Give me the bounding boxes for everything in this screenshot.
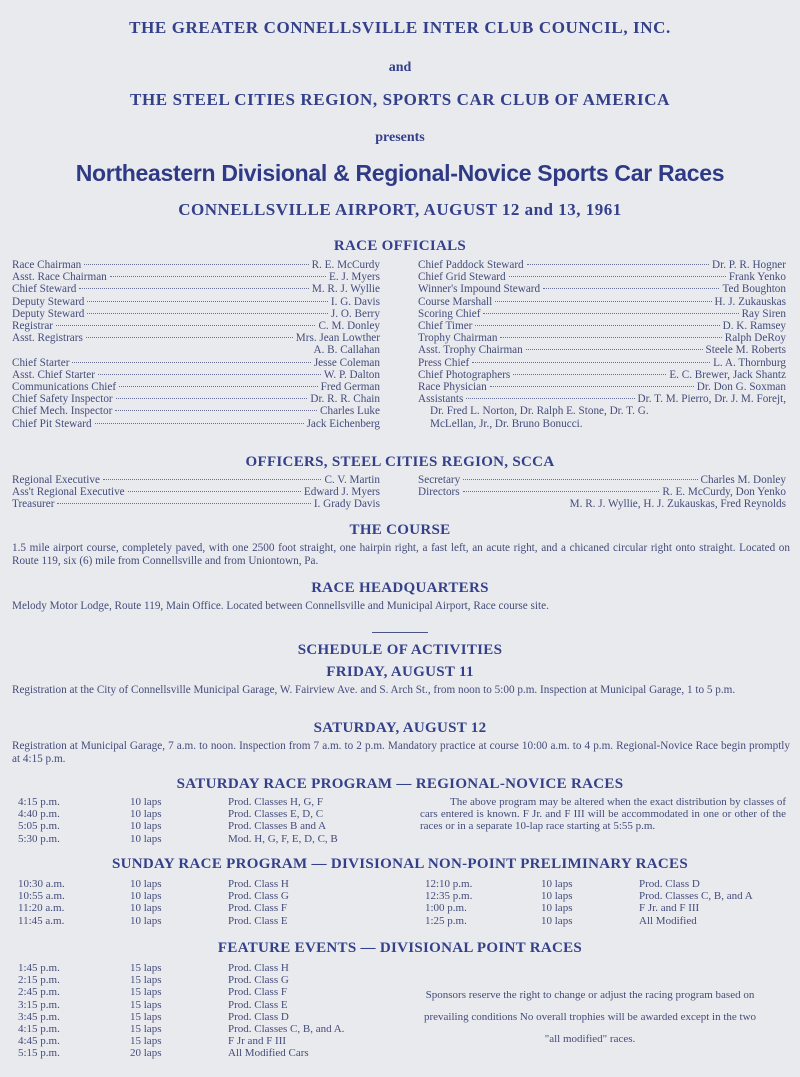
official-name: Steele M. Roberts — [705, 344, 786, 357]
officers-right-column — [418, 474, 786, 511]
leader-dots — [115, 410, 317, 411]
official-role: Chief Photographers — [418, 368, 511, 381]
official-role: Race Chairman — [12, 259, 82, 271]
race-time: 2:15 p.m. — [18, 974, 60, 987]
race-laps: 15 laps — [130, 986, 162, 999]
course-heading: THE COURSE — [349, 522, 451, 538]
officer-row — [12, 474, 380, 486]
feature-events-table — [18, 962, 418, 1060]
leader-dots — [86, 337, 293, 338]
race-time: 1:25 p.m. — [425, 914, 467, 927]
leader-dots — [463, 491, 660, 492]
official-row — [12, 320, 380, 332]
sunday-program-heading: SUNDAY RACE PROGRAM — DIVISIONAL NON-POINT PRELIMINARY RACES — [112, 856, 688, 872]
leader-dots — [95, 423, 304, 424]
official-role: Assistants — [418, 393, 464, 406]
official-name: Ted Boughton — [722, 283, 786, 296]
official-role: Course Marshall — [418, 295, 493, 308]
leader-dots — [466, 398, 634, 399]
official-role: Deputy Steward — [12, 307, 85, 320]
officer-name: R. E. McCurdy, Don Yenko — [662, 486, 786, 499]
officer-row — [12, 486, 380, 498]
official-role: Chief Grid Steward — [418, 271, 506, 284]
race-time: 12:35 p.m. — [425, 890, 473, 903]
leader-dots — [463, 479, 697, 480]
race-laps: 15 laps — [130, 974, 162, 987]
official-row — [12, 283, 380, 295]
leader-dots — [483, 313, 738, 314]
official-name: I. G. Davis — [330, 295, 380, 308]
leader-dots — [509, 276, 726, 277]
official-row — [418, 332, 786, 344]
presents-connector: presents — [375, 130, 425, 145]
official-row — [12, 296, 380, 308]
race-class: Prod. Class H — [228, 962, 289, 974]
officer-row — [418, 474, 786, 486]
race-officials-heading: RACE OFFICIALS — [333, 238, 467, 254]
race-class: F Jr. and F III — [639, 902, 700, 915]
race-laps: 10 laps — [541, 914, 573, 927]
official-name: E. C. Brewer, Jack Shantz — [669, 368, 786, 381]
friday-heading: FRIDAY, AUGUST 11 — [326, 664, 474, 680]
leader-dots — [472, 362, 710, 363]
race-class: Prod. Class H — [228, 878, 289, 890]
org2-heading: THE STEEL CITIES REGION, SPORTS CAR CLUB OF AMERICA — [130, 90, 670, 109]
official-role: Asst. Chief Starter — [12, 368, 95, 381]
official-row — [418, 393, 786, 405]
race-class: Prod. Class D — [228, 1010, 289, 1023]
official-row — [418, 308, 786, 320]
official-row — [12, 271, 380, 283]
race-laps: 15 laps — [130, 962, 162, 974]
official-role: Chief Safety Inspector — [12, 393, 113, 406]
org1-heading: THE GREATER CONNELLSVILLE INTER CLUB COUNCIL, INC. — [129, 18, 671, 37]
race-class: Mod. H, G, F, E, D, C, B — [228, 832, 338, 845]
race-class: Prod. Class E — [228, 998, 288, 1011]
official-role: Chief Steward — [12, 283, 77, 296]
official-row — [418, 381, 786, 393]
leader-dots — [475, 325, 719, 326]
official-role: Deputy Steward — [12, 295, 85, 308]
race-laps: 15 laps — [130, 1023, 162, 1036]
race-laps: 10 laps — [130, 796, 162, 808]
officer-row — [12, 498, 380, 510]
leader-dots — [526, 349, 703, 350]
race-time: 4:40 p.m. — [18, 808, 60, 821]
leader-dots — [87, 301, 328, 302]
race-class: All Modified Cars — [228, 1047, 309, 1060]
leader-dots — [490, 386, 694, 387]
official-row — [418, 283, 786, 295]
officer-role: Secretary — [418, 474, 461, 486]
official-name: Frank Yenko — [728, 271, 786, 284]
leader-dots — [527, 264, 709, 265]
saturday-program-note: The above program may be altered when the exact distribution by classes of cars entered is known. F Jr. and F III will be accommodated in one or other of the races or in a separate 10-lap race starting at 5:55 p.m. — [420, 796, 786, 833]
official-row — [418, 296, 786, 308]
assistants-continued: Dr. Fred L. Norton, Dr. Ralph E. Stone, Dr. T. G. — [430, 405, 649, 418]
event-subtitle: CONNELLSVILLE AIRPORT, AUGUST 12 and 13, 1961 — [178, 200, 622, 219]
race-time: 11:20 a.m. — [18, 902, 65, 915]
race-laps: 20 laps — [130, 1047, 162, 1060]
official-name: Ralph DeRoy — [724, 332, 786, 345]
leader-dots — [110, 276, 326, 277]
race-laps: 10 laps — [130, 808, 162, 821]
official-row — [12, 308, 380, 320]
race-laps: 15 laps — [130, 1010, 162, 1023]
race-time: 1:45 p.m. — [18, 962, 60, 974]
leader-dots — [98, 374, 321, 375]
race-class: All Modified — [639, 914, 697, 927]
official-name: H. J. Zukauskas — [714, 295, 786, 308]
official-name: A. B. Callahan — [313, 344, 380, 357]
official-row — [12, 393, 380, 405]
official-role: Scoring Chief — [418, 307, 481, 320]
friday-text: Registration at the City of Connellsville Municipal Garage, W. Fairview Ave. and S. Arch St., from noon to 5:00 p.m. Inspection at Municipal Garage, 1 to 5 p.m. — [12, 684, 736, 696]
course-text: 1.5 mile airport course, completely paved, with one 2500 foot straight, one hairpin right, a fast left, an acute right, and a chicaned circular right onto straight. Located on Route 119, six (6) mile from Connellsville and from Uniontown, Pa. — [12, 542, 790, 567]
official-name: D. K. Ramsey — [722, 320, 786, 333]
officer-name: Edward J. Myers — [303, 486, 380, 499]
race-laps: 10 laps — [130, 890, 162, 903]
official-name: Dr. Don G. Soxman — [696, 381, 786, 394]
saturday-heading: SATURDAY, AUGUST 12 — [313, 720, 487, 736]
official-role: Race Physician — [418, 381, 487, 394]
official-name: Dr. T. M. Pierro, Dr. J. M. Forejt, — [637, 393, 786, 406]
race-time: 11:45 a.m. — [18, 914, 65, 927]
saturday-program-heading: SATURDAY RACE PROGRAM — REGIONAL-NOVICE RACES — [176, 776, 624, 792]
official-row — [12, 418, 380, 430]
leader-dots — [543, 288, 719, 289]
official-row — [12, 259, 380, 271]
official-name: Ray Siren — [741, 307, 786, 320]
official-name: C. M. Donley — [318, 320, 380, 333]
race-class: Prod. Classes H, G, F — [228, 796, 324, 808]
feature-events-note: Sponsors reserve the right to change or adjust the racing program based on prevailing conditions No overall trophies will be awarded except in the two "all modified" races. — [423, 989, 757, 1045]
race-laps: 10 laps — [130, 914, 162, 927]
official-row — [418, 369, 786, 381]
official-name: Charles Luke — [320, 405, 380, 418]
official-name: Jack Eichenberg — [306, 417, 380, 430]
official-row — [418, 357, 786, 369]
race-time: 10:55 a.m. — [18, 890, 65, 903]
race-time: 5:30 p.m. — [18, 832, 60, 845]
schedule-heading: SCHEDULE OF ACTIVITIES — [297, 642, 503, 658]
official-name: Dr. P. R. Hogner — [712, 259, 786, 271]
official-role: Registrar — [12, 320, 54, 333]
officers-heading: OFFICERS, STEEL CITIES REGION, SCCA — [245, 454, 555, 470]
official-row — [12, 369, 380, 381]
race-class: F Jr and F III — [228, 1035, 287, 1048]
official-role: Chief Pit Steward — [12, 417, 92, 430]
race-class: Prod. Classes C, B, and A. — [228, 1023, 345, 1036]
race-time: 4:15 p.m. — [18, 1023, 60, 1036]
leader-dots — [119, 386, 318, 387]
race-time: 3:15 p.m. — [18, 998, 60, 1011]
race-class: Prod. Class F — [228, 986, 287, 999]
officer-name: C. V. Martin — [324, 474, 380, 486]
race-laps: 10 laps — [130, 902, 162, 915]
sunday-program-right-table — [425, 878, 789, 927]
official-name: R. E. McCurdy — [311, 259, 380, 271]
official-role: Asst. Trophy Chairman — [418, 344, 523, 357]
officer-role: Regional Executive — [12, 474, 100, 486]
official-row — [12, 405, 380, 417]
leader-dots — [56, 325, 315, 326]
race-class: Prod. Classes E, D, C — [228, 808, 324, 821]
official-name: Jesse Coleman — [313, 356, 380, 369]
saturday-program-table — [18, 796, 408, 845]
event-title: Northeastern Divisional & Regional-Novice Sports Car Races — [75, 160, 725, 186]
official-role: Chief Starter — [12, 356, 70, 369]
officer-role: Ass't Regional Executive — [12, 486, 125, 499]
race-laps: 15 laps — [130, 1035, 162, 1048]
leader-dots — [87, 313, 328, 314]
race-time: 3:45 p.m. — [18, 1010, 60, 1023]
leader-dots — [513, 374, 666, 375]
race-class: Prod. Classes C, B, and A — [639, 890, 753, 903]
official-role: Winner's Impound Steward — [418, 283, 541, 296]
official-role: Chief Timer — [418, 320, 473, 333]
official-row — [12, 381, 380, 393]
official-role: Communications Chief — [12, 381, 117, 394]
race-time: 1:00 p.m. — [425, 902, 467, 915]
race-class: Prod. Class D — [639, 878, 700, 890]
race-time: 5:05 p.m. — [18, 820, 60, 833]
leader-dots — [103, 479, 322, 480]
race-time: 4:45 p.m. — [18, 1035, 60, 1048]
official-role: Asst. Race Chairman — [12, 271, 107, 284]
officials-right-column — [418, 259, 786, 430]
official-role: Chief Mech. Inspector — [12, 405, 113, 418]
feature-events-heading: FEATURE EVENTS — DIVISIONAL POINT RACES — [217, 940, 583, 956]
officer-role: Treasurer — [12, 498, 55, 511]
official-row — [418, 320, 786, 332]
official-name: Dr. R. R. Chain — [310, 393, 380, 406]
race-laps: 10 laps — [541, 902, 573, 915]
race-time: 12:10 p.m. — [425, 878, 473, 890]
race-class: Prod. Class G — [228, 890, 289, 903]
officers-left-column — [12, 474, 380, 511]
race-laps: 10 laps — [130, 820, 162, 833]
race-laps: 15 laps — [130, 998, 162, 1011]
race-time: 4:15 p.m. — [18, 796, 60, 808]
directors-continued: M. R. J. Wyllie, H. J. Zukauskas, Fred Reynolds — [569, 498, 786, 511]
official-row — [12, 332, 380, 344]
headquarters-heading: RACE HEADQUARTERS — [311, 580, 489, 596]
leader-dots — [116, 398, 308, 399]
race-time: 10:30 a.m. — [18, 878, 65, 890]
race-laps: 10 laps — [541, 878, 573, 890]
official-row — [12, 357, 380, 369]
official-row — [418, 344, 786, 356]
official-name: L. A. Thornburg — [713, 356, 786, 369]
officer-name: I. Grady Davis — [313, 498, 380, 511]
officer-name: Charles M. Donley — [700, 474, 786, 486]
officer-row — [418, 486, 786, 498]
section-divider — [372, 632, 428, 633]
leader-dots — [84, 264, 308, 265]
race-class: Prod. Class E — [228, 914, 288, 927]
race-class: Prod. Classes B and A — [228, 820, 327, 833]
leader-dots — [57, 503, 310, 504]
headquarters-text: Melody Motor Lodge, Route 119, Main Office. Located between Connellsville and Municipal Airport, Race course site. — [12, 600, 549, 612]
leader-dots — [495, 301, 711, 302]
race-laps: 10 laps — [130, 878, 162, 890]
and-connector: and — [388, 60, 412, 75]
official-role: Trophy Chairman — [418, 332, 498, 345]
official-row-cont — [12, 344, 380, 356]
saturday-text: Registration at Municipal Garage, 7 a.m. to noon. Inspection from 7 a.m. to 2 p.m. Mandatory practice at course 10:00 a.m. to 4 p.m. Regional-Novice Race begin promptly at 4:15 p.m. — [12, 740, 790, 765]
official-row — [418, 271, 786, 283]
official-role: Press Chief — [418, 356, 470, 369]
leader-dots — [72, 362, 310, 363]
leader-dots — [79, 288, 309, 289]
leader-dots — [128, 491, 301, 492]
race-laps: 10 laps — [130, 832, 162, 845]
race-time: 5:15 p.m. — [18, 1047, 60, 1060]
leader-dots — [500, 337, 721, 338]
race-class: Prod. Class F — [228, 902, 287, 915]
official-name: W. P. Dalton — [323, 368, 380, 381]
official-name: M. R. J. Wyllie — [311, 283, 380, 296]
assistants-continued: McLellan, Jr., Dr. Bruno Bonucci. — [430, 417, 583, 430]
sunday-program-left-table — [18, 878, 398, 927]
official-name: Mrs. Jean Lowther — [295, 332, 380, 345]
official-name: E. J. Myers — [329, 271, 380, 284]
official-row — [418, 259, 786, 271]
official-role: Asst. Registrars — [12, 332, 83, 345]
official-role: Chief Paddock Steward — [418, 259, 524, 271]
race-laps: 10 laps — [541, 890, 573, 903]
race-class: Prod. Class G — [228, 974, 289, 987]
officials-left-column — [12, 259, 380, 430]
officer-role: Directors — [418, 486, 460, 499]
official-name: J. O. Berry — [330, 307, 380, 320]
race-time: 2:45 p.m. — [18, 986, 60, 999]
official-name: Fred German — [320, 381, 380, 394]
